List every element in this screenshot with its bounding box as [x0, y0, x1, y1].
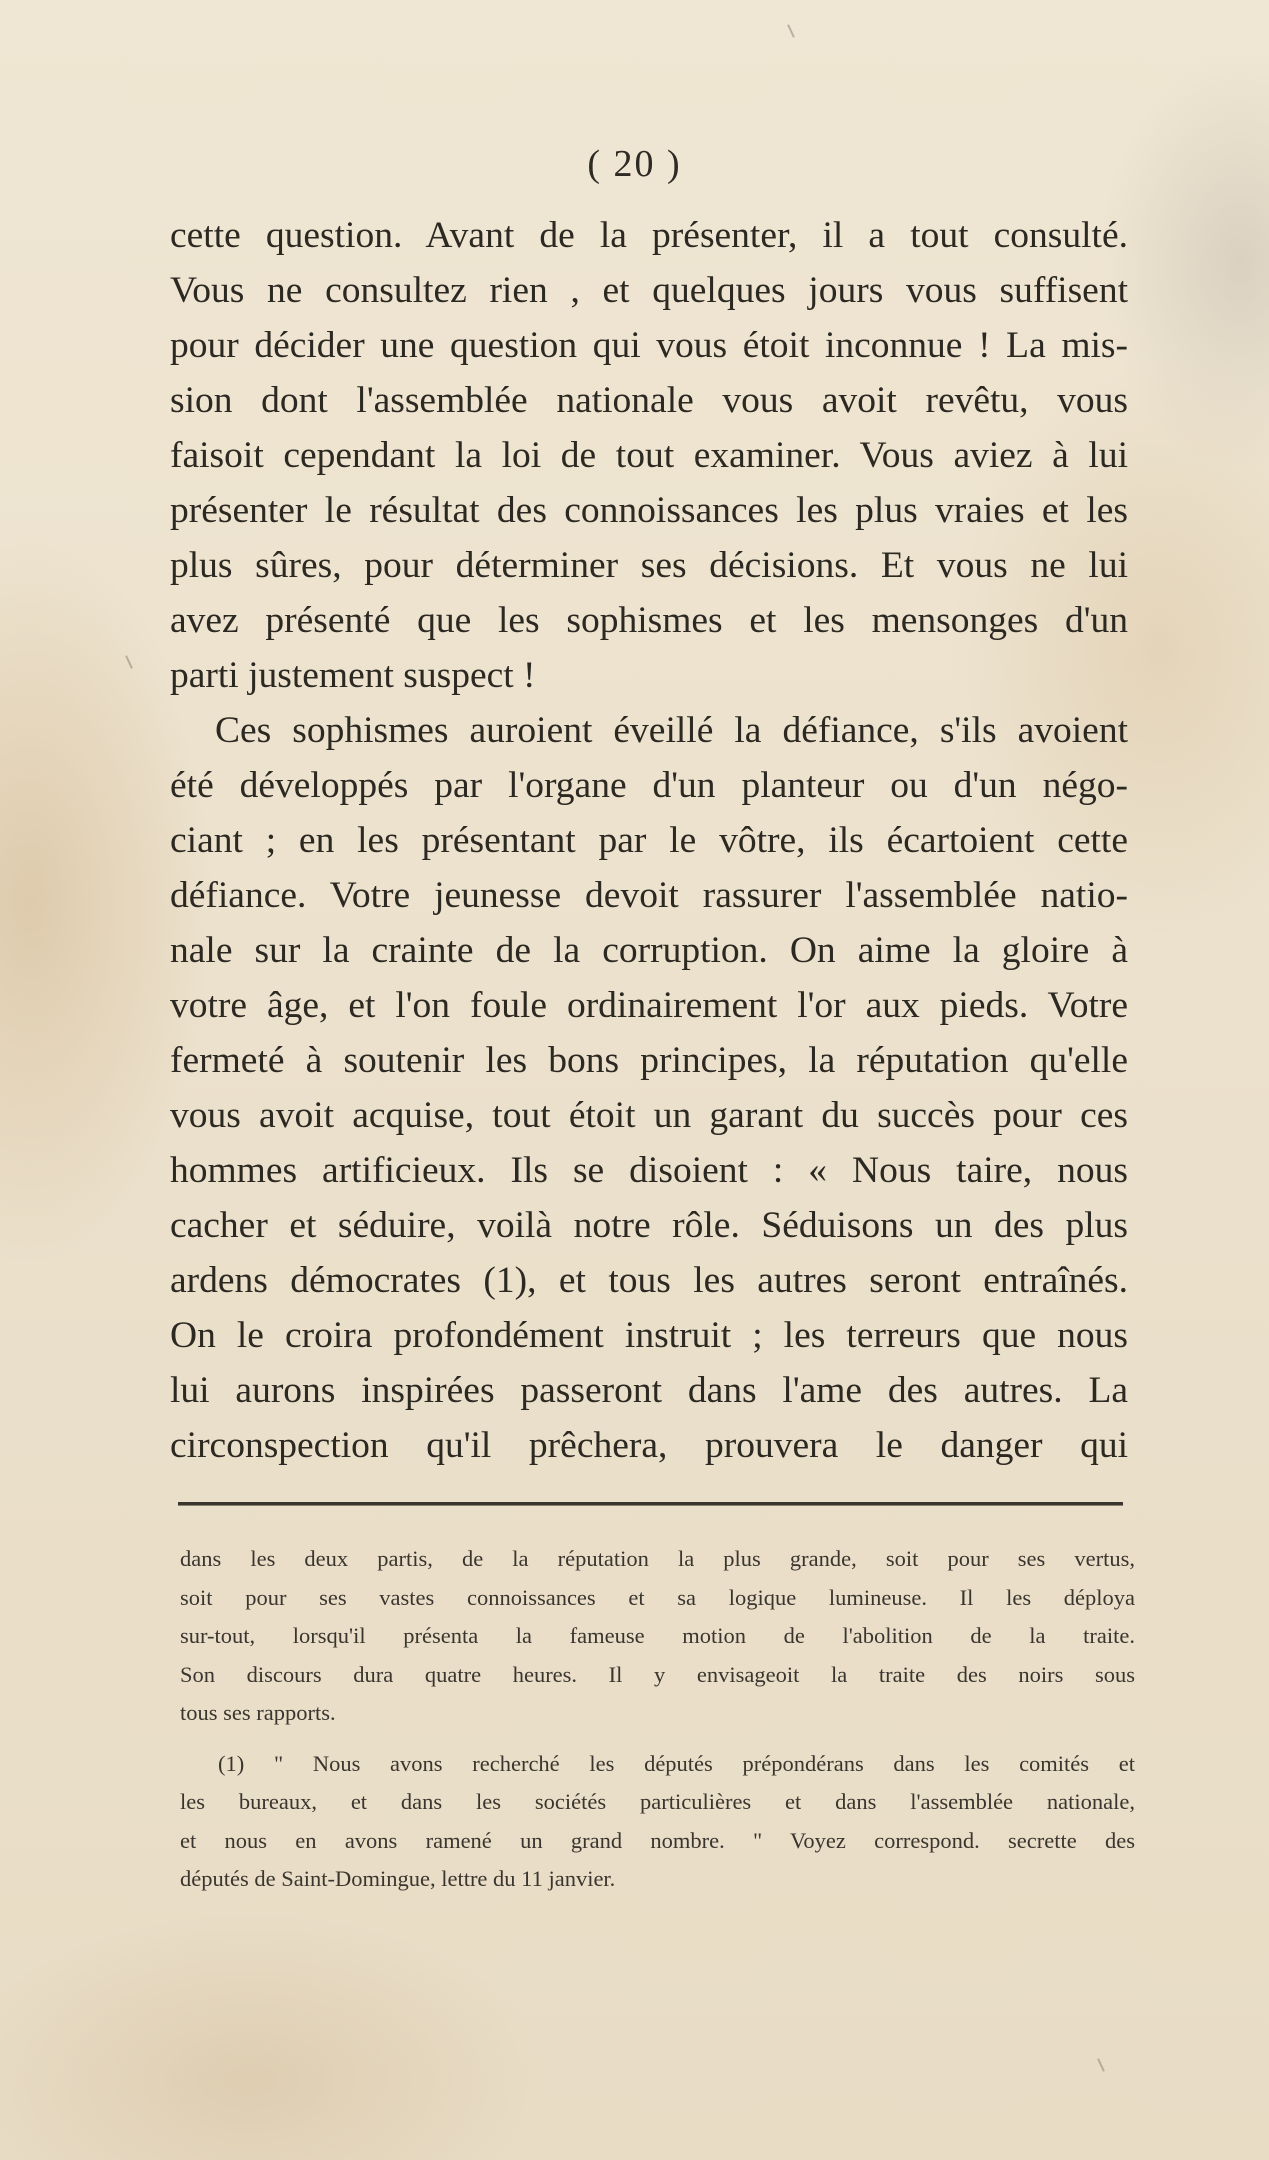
text-line: Ces sophismes auroient éveillé la défiance, s'ils avoient: [215, 710, 1128, 751]
text-line: avez présenté que les sophismes et les mensonges d'un: [170, 600, 1128, 641]
paper-mark: [125, 655, 133, 669]
paragraph-1: [170, 208, 1128, 703]
text-line: lui aurons inspirées passeront dans l'ame des autres. La: [170, 1370, 1128, 1411]
text-line: ardens démocrates (1), et tous les autres seront entraînés.: [170, 1260, 1128, 1301]
footnote-line: les bureaux, et dans les sociétés particulières et dans l'assemblée nationale,: [180, 1789, 1135, 1814]
text-line: pour décider une question qui vous étoit inconnue ! La mis-: [170, 325, 1128, 366]
footnote-1: [180, 1745, 1135, 1899]
footnote-line: tous ses rapports.: [180, 1700, 336, 1725]
footnote-divider: [178, 1502, 1123, 1506]
text-line: sion dont l'assemblée nationale vous avoit revêtu, vous: [170, 380, 1128, 421]
paper-mark: [787, 24, 795, 38]
paragraph-2: [170, 703, 1128, 1473]
page-number: ( 20 ): [587, 143, 682, 185]
main-text: [170, 208, 1128, 1473]
text-line: Vous ne consultez rien , et quelques jours vous suffisent: [170, 270, 1128, 311]
text-line: ciant ; en les présentant par le vôtre, ils écartoient cette: [170, 820, 1128, 861]
text-line: été développés par l'organe d'un planteur ou d'un négo-: [170, 765, 1128, 806]
paper-mark: [1097, 2058, 1105, 2072]
footnote-line: (1) " Nous avons recherché les députés prépondérans dans les comités et: [218, 1750, 1135, 1776]
footnote-line: et nous en avons ramené un grand nombre. " Voyez correspond. secrette des: [180, 1827, 1135, 1853]
text-line: présenter le résultat des connoissances les plus vraies et les: [170, 490, 1128, 531]
text-line: défiance. Votre jeunesse devoit rassurer l'assemblée natio-: [170, 875, 1128, 916]
text-line: vous avoit acquise, tout étoit un garant du succès pour ces: [170, 1095, 1128, 1136]
text-line: fermeté à soutenir les bons principes, la réputation qu'elle: [170, 1040, 1128, 1081]
text-line: votre âge, et l'on foule ordinairement l'or aux pieds. Votre: [170, 985, 1128, 1026]
text-line: cacher et séduire, voilà notre rôle. Séduisons un des plus: [170, 1205, 1128, 1246]
footnote-continued: [180, 1540, 1135, 1733]
text-line: plus sûres, pour déterminer ses décisions. Et vous ne lui: [170, 545, 1128, 586]
text-line: faisoit cependant la loi de tout examiner. Vous aviez à lui: [170, 435, 1128, 476]
footnote-line: sur-tout, lorsqu'il présenta la fameuse motion de l'abolition de la traite.: [180, 1623, 1135, 1648]
text-line: parti justement suspect !: [170, 655, 536, 696]
text-line: circonspection qu'il prêchera, prouvera le danger qui: [170, 1425, 1128, 1466]
text-line: cette question. Avant de la présenter, il a tout consulté.: [170, 215, 1128, 256]
footnotes: [180, 1540, 1135, 1899]
text-line: hommes artificieux. Ils se disoient : « Nous taire, nous: [170, 1150, 1128, 1191]
footnote-line: dans les deux partis, de la réputation la plus grande, soit pour ses vertus,: [180, 1546, 1135, 1571]
text-line: nale sur la crainte de la corruption. On aime la gloire à: [170, 930, 1128, 971]
footnote-line: soit pour ses vastes connoissances et sa logique lumineuse. Il les déploya: [180, 1584, 1135, 1610]
footnote-line: Son discours dura quatre heures. Il y envisageoit la traite des noirs sous: [180, 1661, 1135, 1687]
footnote-line: députés de Saint-Domingue, lettre du 11 janvier.: [180, 1866, 616, 1891]
text-line: On le croira profondément instruit ; les terreurs que nous: [170, 1315, 1128, 1356]
footnote-spacer: [180, 1733, 1135, 1745]
